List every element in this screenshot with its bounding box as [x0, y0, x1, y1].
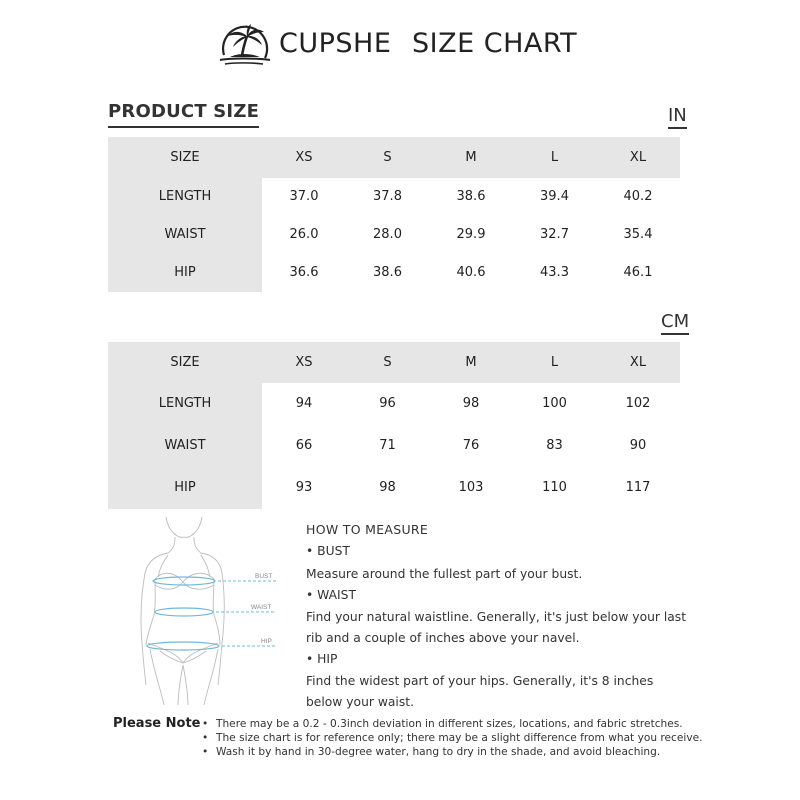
hip-heading: • HIP	[306, 652, 338, 666]
table-row	[108, 216, 680, 254]
table-row	[108, 254, 680, 292]
column-header: M	[465, 150, 477, 165]
table-cell: 93	[295, 480, 313, 495]
table-cell: 37.8	[373, 189, 402, 204]
table-cell: 100	[542, 396, 567, 411]
column-header: XS	[295, 355, 313, 370]
note-text: There may be a 0.2 - 0.3inch deviation in different sizes, locations, and fabric stretches.	[216, 718, 683, 730]
hip-instructions-line-1: Find the widest part of your hips. Generally, it's 8 inches	[306, 674, 654, 688]
body-measurement-figure	[128, 515, 288, 705]
table-cell: 90	[629, 438, 647, 453]
column-header: XS	[295, 150, 313, 165]
table-cell: 98	[462, 396, 480, 411]
note-item: • There may be a 0.2 - 0.3inch deviation in different sizes, locations, and fabric stretches.	[202, 718, 683, 730]
column-header: XL	[629, 355, 647, 370]
table-cell: 46.1	[623, 265, 653, 280]
note-item: • The size chart is for reference only; there may be a slight difference from what you receive.	[202, 732, 703, 744]
header	[0, 22, 800, 70]
column-header: S	[383, 355, 392, 370]
table-cell: 37.0	[289, 189, 319, 204]
waist-instructions-line-2: rib and a couple of inches above your navel.	[306, 631, 580, 645]
please-note-label: Please Note	[113, 716, 201, 731]
table-cell: 28.0	[373, 227, 402, 242]
brand-name: CUPSHE	[279, 28, 392, 59]
bust-guide-label: BUST	[255, 573, 273, 580]
table-header-row	[108, 342, 680, 383]
page-title: SIZE CHART	[412, 28, 578, 59]
table-cell: 71	[379, 438, 396, 453]
row-label: LENGTH	[108, 178, 262, 216]
table-cell: 103	[458, 480, 484, 495]
table-cell: 94	[295, 396, 313, 411]
column-header-size: SIZE	[170, 150, 200, 165]
row-label: WAIST	[108, 425, 262, 467]
unit-cm-label: CM	[661, 311, 689, 335]
waist-heading: • WAIST	[306, 588, 357, 602]
column-header-size: SIZE	[170, 355, 200, 370]
table-cell: 117	[625, 480, 651, 495]
table-cell: 26.0	[289, 227, 319, 242]
table-cell: 110	[542, 480, 567, 495]
table-cell: 39.4	[540, 189, 569, 204]
row-label: WAIST	[108, 216, 262, 254]
hip-instructions-line-2: below your waist.	[306, 695, 414, 709]
unit-inches-label: IN	[668, 105, 687, 129]
table-cell: 96	[379, 396, 396, 411]
table-cell: 29.9	[456, 227, 486, 242]
table-cell: 43.3	[540, 265, 569, 280]
table-cell: 83	[546, 438, 563, 453]
table-cell: 36.6	[289, 265, 319, 280]
waist-guide-label: WAIST	[251, 604, 272, 611]
table-row	[108, 425, 680, 467]
row-label: LENGTH	[108, 383, 262, 425]
table-cell: 98	[379, 480, 396, 495]
column-header: XL	[629, 150, 647, 165]
table-row	[108, 467, 680, 509]
column-header: S	[383, 150, 392, 165]
table-cell: 40.6	[456, 265, 486, 280]
column-header: M	[465, 355, 477, 370]
note-text: Wash it by hand in 30-degree water, hang to dry in the shade, and avoid bleaching.	[216, 746, 661, 758]
bust-heading: • BUST	[306, 544, 350, 558]
table-cell: 32.7	[540, 227, 569, 242]
table-header-row	[108, 137, 680, 178]
table-row	[108, 383, 680, 425]
row-label: HIP	[108, 254, 262, 292]
how-to-measure-title: HOW TO MEASURE	[306, 522, 429, 537]
table-cell: 35.4	[623, 227, 653, 242]
column-header: L	[550, 150, 559, 165]
hip-guide-label: HIP	[261, 638, 272, 645]
table-cell: 102	[625, 396, 651, 411]
note-item: • Wash it by hand in 30-degree water, hang to dry in the shade, and avoid bleaching.	[202, 746, 661, 758]
table-cell: 66	[295, 438, 313, 453]
column-header: L	[550, 355, 559, 370]
bust-instructions: Measure around the fullest part of your bust.	[306, 567, 583, 581]
waist-instructions-line-1: Find your natural waistline. Generally, it's just below your last	[306, 610, 687, 624]
table-cell: 76	[462, 438, 480, 453]
table-cell: 38.6	[373, 265, 402, 280]
row-label: HIP	[108, 467, 262, 509]
size-table-cm	[108, 342, 680, 509]
palm-tree-island-icon	[216, 22, 272, 68]
note-text: The size chart is for reference only; there may be a slight difference from what you receive.	[216, 732, 703, 744]
size-table-inches	[108, 137, 680, 292]
product-size-heading: PRODUCT SIZE	[108, 101, 259, 128]
table-cell: 38.6	[456, 189, 486, 204]
table-row	[108, 178, 680, 216]
table-cell: 40.2	[623, 189, 653, 204]
